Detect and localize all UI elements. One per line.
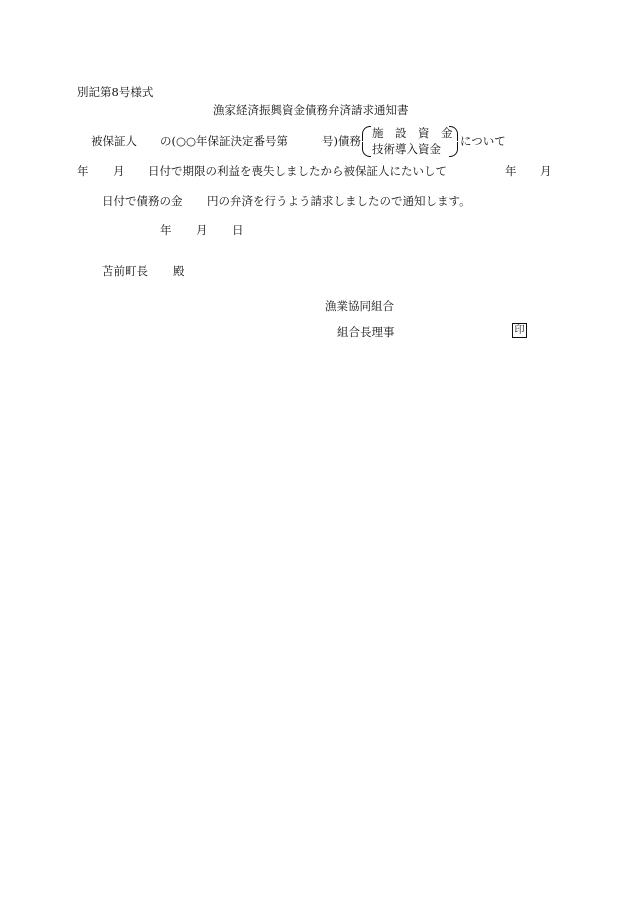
line1-guarantee-number: の(○○年保証決定番号第	[160, 134, 289, 148]
line2-year: 年	[77, 164, 89, 178]
line1-debt: 号)債務	[322, 134, 361, 148]
seal-mark: 印	[512, 323, 527, 338]
sender-title: 組合長理事	[337, 325, 395, 339]
left-brace	[362, 126, 370, 157]
document-title: 漁家経済振興資金債務弁済請求通知書	[213, 103, 409, 117]
date-month: 月	[196, 223, 208, 237]
line2-text: 日付で期限の利益を喪失しましたから被保証人にたいして	[148, 164, 447, 178]
line1-about: について	[460, 134, 506, 148]
line3-date-amount: 日付で債務の金	[102, 194, 183, 208]
addressee-name: 苫前町長	[102, 264, 148, 278]
line2-month: 月	[113, 164, 125, 178]
line2-month2: 月	[540, 164, 552, 178]
addressee-honorific: 殿	[173, 264, 185, 278]
right-brace	[449, 126, 457, 157]
date-year: 年	[160, 223, 172, 237]
line3-yen-request: 円の弁済を行うよう請求しましたので通知します。	[207, 194, 471, 208]
sender-organization: 漁業協同組合	[325, 299, 394, 313]
line2-year2: 年	[505, 164, 517, 178]
form-number: 別記第8号様式	[77, 85, 154, 99]
date-day: 日	[232, 223, 244, 237]
choice-technology-fund: 技術導入資金	[372, 142, 441, 156]
line1-insured: 被保証人	[91, 134, 137, 148]
choice-facility-fund: 施 設 資 金	[372, 126, 453, 140]
